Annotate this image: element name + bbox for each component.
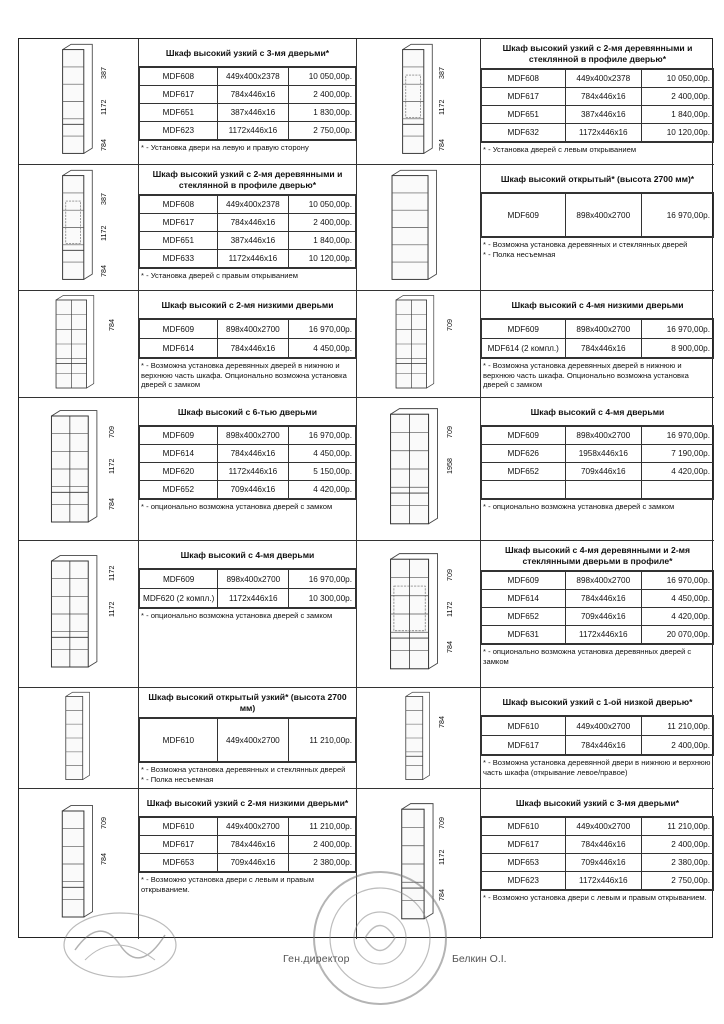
price: 2 400,00р. — [289, 836, 356, 854]
price-table — [481, 69, 714, 142]
price: 2 400,00р. — [642, 88, 714, 106]
dimensions: 709x446x16 — [565, 608, 642, 626]
dimensions: 898x400x2700 — [565, 320, 642, 339]
cabinet-icon — [19, 541, 138, 687]
price-table — [139, 319, 356, 358]
price: 16 970,00р. — [289, 570, 356, 589]
table-row — [482, 445, 714, 463]
price: 1 840,00р. — [289, 232, 356, 250]
spec-block — [139, 541, 357, 688]
table-row — [140, 339, 356, 358]
article-code: MDF651 — [140, 232, 218, 250]
footnote: * - опционально возможна установка дверей с замком — [481, 499, 714, 514]
article-code: MDF652 — [140, 481, 218, 499]
cabinet-drawing — [357, 688, 481, 789]
price-table — [139, 195, 356, 268]
article-code: MDF608 — [482, 70, 566, 88]
cabinet-icon — [357, 688, 480, 788]
table-row — [482, 717, 714, 736]
table-row — [140, 836, 356, 854]
price-table — [481, 716, 714, 755]
table-row — [140, 232, 356, 250]
dimensions: 1172x446x16 — [217, 122, 288, 140]
spec-block — [139, 165, 357, 291]
cabinet-drawing — [19, 39, 139, 165]
spec-block — [139, 39, 357, 165]
price: 10 120,00р. — [289, 250, 356, 268]
cabinet-icon — [357, 39, 480, 164]
dimensions: 449x400x2700 — [565, 818, 642, 836]
dimensions: 709x446x16 — [565, 463, 642, 481]
article-code: MDF617 — [482, 836, 566, 854]
dimensions: 784x446x16 — [217, 86, 288, 104]
dimensions: 784x446x16 — [565, 88, 642, 106]
cabinet-icon — [19, 39, 138, 164]
dimension-label: 709 — [445, 426, 454, 438]
dimension-label: 709 — [437, 817, 446, 829]
price-sheet — [18, 38, 713, 938]
cabinet-title: Шкаф высокий с 6-тью дверьми — [177, 406, 318, 417]
dimension-label: 1172 — [437, 849, 446, 865]
footnote: * - Установка двери на левую и правую сторону — [139, 140, 356, 155]
article-code: MDF610 — [482, 717, 566, 736]
table-row — [140, 214, 356, 232]
dimension-label: 784 — [99, 853, 108, 865]
cabinet-title: Шкаф высокий с 4-мя дверьми — [530, 406, 665, 417]
price-table — [139, 569, 356, 608]
spec-block — [139, 291, 357, 398]
dimensions: 1958x446x16 — [565, 445, 642, 463]
dimension-label: 1172 — [99, 225, 108, 241]
cabinet-title: Шкаф высокий с 4-мя дверьми — [180, 549, 315, 560]
table-row — [482, 736, 714, 755]
dimensions: 1172x446x16 — [565, 872, 642, 890]
article-code: MDF633 — [140, 250, 218, 268]
table-row — [482, 481, 714, 499]
price: 11 210,00р. — [289, 719, 356, 762]
cabinet-drawing — [357, 291, 481, 398]
price: 4 420,00р. — [289, 481, 356, 499]
table-row — [140, 86, 356, 104]
article-code: MDF653 — [140, 854, 218, 872]
article-code: MDF614 — [482, 590, 566, 608]
table-row — [140, 463, 356, 481]
dimensions: 784x446x16 — [217, 836, 288, 854]
cabinet-title: Шкаф высокий с 2-мя низкими дверьми — [161, 299, 334, 310]
article-code: MDF617 — [140, 836, 218, 854]
table-row — [482, 106, 714, 124]
article-code: MDF609 — [482, 572, 566, 590]
dimensions: 449x400x2700 — [565, 717, 642, 736]
dimensions: 898x400x2700 — [565, 572, 642, 590]
cabinet-drawing — [357, 398, 481, 541]
table-row — [482, 194, 714, 237]
table-row — [482, 836, 714, 854]
dimensions: 709x446x16 — [217, 481, 288, 499]
cabinet-icon — [19, 165, 138, 290]
article-code: MDF617 — [140, 86, 218, 104]
dimensions: 449x400x2378 — [565, 70, 642, 88]
footnote: * - Возможна установка деревянной двери в нижнюю и верхнюю часть шкафа (открывание левое/правое) — [481, 755, 714, 779]
spec-block — [139, 688, 357, 789]
dimension-label: 1172 — [107, 458, 116, 474]
price-table — [139, 718, 356, 762]
director-label: Ген.директор — [283, 953, 350, 965]
price: 11 210,00р. — [642, 818, 714, 836]
article-code: MDF623 — [140, 122, 218, 140]
table-row — [140, 818, 356, 836]
dimensions: 449x400x2378 — [217, 68, 288, 86]
price-table — [481, 571, 714, 644]
price: 16 970,00р. — [642, 572, 714, 590]
article-code — [482, 481, 566, 499]
price-table — [481, 426, 714, 499]
dimensions: 898x400x2700 — [565, 427, 642, 445]
price: 20 070,00р. — [642, 626, 714, 644]
cabinet-drawing — [357, 165, 481, 291]
cabinet-icon — [19, 291, 138, 397]
dimension-label: 1172 — [437, 99, 446, 115]
dimension-label: 1172 — [107, 565, 116, 581]
table-row — [482, 818, 714, 836]
price: 7 190,00р. — [642, 445, 714, 463]
table-row — [482, 626, 714, 644]
table-row — [482, 572, 714, 590]
price: 11 210,00р. — [642, 717, 714, 736]
table-row — [140, 481, 356, 499]
table-row — [140, 320, 356, 339]
cabinet-title: Шкаф высокий узкий с 2-мя деревянными и стеклянной в профиле дверью* — [502, 43, 693, 64]
cabinet-title: Шкаф высокий узкий с 1-ой низкой дверью* — [502, 696, 693, 707]
dimension-label: 1172 — [107, 601, 116, 617]
table-row — [482, 70, 714, 88]
cabinet-icon — [357, 398, 480, 540]
article-code: MDF617 — [482, 736, 566, 755]
company-seal — [310, 868, 450, 1008]
article-code: MDF608 — [140, 68, 218, 86]
cabinet-title: Шкаф высокий узкий с 3-мя дверьми* — [515, 797, 680, 808]
price: 2 750,00р. — [642, 872, 714, 890]
table-row — [140, 719, 356, 762]
price: 2 400,00р. — [289, 214, 356, 232]
table-row — [140, 589, 356, 608]
price: 16 970,00р. — [642, 427, 714, 445]
dimension-label: 784 — [107, 498, 116, 510]
spec-block — [481, 39, 714, 165]
article-code: MDF609 — [140, 570, 218, 589]
table-row — [482, 590, 714, 608]
dimension-label: 784 — [99, 265, 108, 277]
dimensions: 1172x446x16 — [565, 626, 642, 644]
article-code: MDF651 — [140, 104, 218, 122]
dimensions: 898x400x2700 — [217, 320, 288, 339]
dimensions: 898x400x2700 — [217, 427, 288, 445]
spec-block — [481, 789, 714, 939]
cabinet-icon — [357, 541, 480, 687]
dimensions: 449x400x2700 — [217, 818, 288, 836]
table-row — [140, 196, 356, 214]
dimension-label: 784 — [437, 139, 446, 151]
price: 4 450,00р. — [289, 339, 356, 358]
table-row — [140, 570, 356, 589]
article-code: MDF614 (2 компл.) — [482, 339, 566, 358]
footnote: * - Установка дверей с правым открыванием — [139, 268, 356, 283]
dimensions: 784x446x16 — [565, 590, 642, 608]
article-code: MDF617 — [140, 214, 218, 232]
dimensions: 387x446x16 — [565, 106, 642, 124]
article-code: MDF610 — [140, 719, 218, 762]
dimensions: 449x400x2378 — [217, 196, 288, 214]
table-row — [482, 320, 714, 339]
dimensions: 709x446x16 — [565, 854, 642, 872]
footnote: * - Возможна установка деревянных дверей в нижнюю и верхнюю часть шкафа. Опционально возможна установка дверей с замком — [481, 358, 714, 392]
article-code: MDF609 — [140, 320, 218, 339]
cabinet-title: Шкаф высокий с 4-мя низкими дверьми — [511, 299, 684, 310]
article-code: MDF653 — [482, 854, 566, 872]
price: 2 750,00р. — [289, 122, 356, 140]
price: 16 970,00р. — [642, 320, 714, 339]
price: 16 970,00р. — [289, 320, 356, 339]
spec-block — [481, 398, 714, 541]
price-table — [139, 817, 356, 872]
article-code: MDF608 — [140, 196, 218, 214]
cabinet-title: Шкаф высокий открытый* (высота 2700 мм)* — [500, 173, 695, 184]
price: 10 120,00р. — [642, 124, 714, 142]
article-code: MDF651 — [482, 106, 566, 124]
dimensions: 1172x446x16 — [217, 250, 288, 268]
footnote: * - Возможно установка двери с левым и правым открыванием. — [139, 872, 356, 896]
price: 2 380,00р. — [642, 854, 714, 872]
dimensions: 784x446x16 — [565, 736, 642, 755]
table-row — [482, 427, 714, 445]
price: 2 400,00р. — [642, 736, 714, 755]
price: 11 210,00р. — [289, 818, 356, 836]
cabinet-icon — [19, 398, 138, 540]
price: 8 900,00р. — [642, 339, 714, 358]
article-code: MDF620 — [140, 463, 218, 481]
article-code: MDF620 (2 компл.) — [140, 589, 218, 608]
dimensions: 1172x446x16 — [217, 463, 288, 481]
footnote: * - Возможна установка деревянных и стеклянных дверей * - Полка несъемная — [139, 762, 356, 786]
dimensions: 898x400x2700 — [218, 570, 289, 589]
table-row — [482, 854, 714, 872]
article-code: MDF609 — [482, 427, 566, 445]
article-code: MDF623 — [482, 872, 566, 890]
cabinet-icon — [19, 688, 138, 788]
dimensions: 784x446x16 — [217, 445, 288, 463]
dimensions: 784x446x16 — [217, 214, 288, 232]
table-row — [140, 427, 356, 445]
dimensions: 1172x446x16 — [218, 589, 289, 608]
article-code: MDF610 — [140, 818, 218, 836]
price-table — [139, 67, 356, 140]
article-code: MDF614 — [140, 445, 218, 463]
director-name: Белкин О.І. — [452, 953, 507, 965]
table-row — [482, 124, 714, 142]
article-code: MDF632 — [482, 124, 566, 142]
article-code: MDF617 — [482, 88, 566, 106]
dimension-label: 709 — [445, 569, 454, 581]
spec-block — [481, 688, 714, 789]
cabinet-drawing — [19, 291, 139, 398]
price: 5 150,00р. — [289, 463, 356, 481]
article-code: MDF626 — [482, 445, 566, 463]
price: 10 300,00р. — [289, 589, 356, 608]
cabinet-drawing — [19, 398, 139, 541]
article-code: MDF610 — [482, 818, 566, 836]
spec-block — [139, 398, 357, 541]
dimensions: 784x446x16 — [565, 339, 642, 358]
table-row — [482, 872, 714, 890]
dimension-label: 784 — [107, 319, 116, 331]
cabinet-title: Шкаф высокий узкий с 2-мя низкими дверьми* — [146, 797, 349, 808]
footnote: * - опционально возможна установка деревянных дверей с замком — [481, 644, 714, 668]
dimensions: 784x446x16 — [217, 339, 288, 358]
price-table — [139, 426, 356, 499]
spec-block — [481, 165, 714, 291]
article-code: MDF652 — [482, 463, 566, 481]
spec-block — [481, 541, 714, 688]
cabinet-drawing — [357, 541, 481, 688]
table-row — [482, 88, 714, 106]
price: 10 050,00р. — [289, 196, 356, 214]
footnote: * - Возможно установка двери с левым и правым открыванием. — [481, 890, 714, 905]
dimensions: 449x400x2700 — [217, 719, 288, 762]
price: 2 400,00р. — [642, 836, 714, 854]
price: 4 450,00р. — [289, 445, 356, 463]
dimension-label: 1172 — [99, 99, 108, 115]
article-code: MDF631 — [482, 626, 566, 644]
price: 1 840,00р. — [642, 106, 714, 124]
price-table — [481, 817, 714, 890]
dimensions: 784x446x16 — [565, 836, 642, 854]
table-row — [482, 339, 714, 358]
price — [642, 481, 714, 499]
article-code: MDF609 — [140, 427, 218, 445]
dimension-label: 387 — [99, 193, 108, 205]
cabinet-drawing — [357, 39, 481, 165]
table-row — [140, 104, 356, 122]
price: 2 400,00р. — [289, 86, 356, 104]
article-code: MDF652 — [482, 608, 566, 626]
dimension-label: 784 — [437, 889, 446, 901]
price: 16 970,00р. — [289, 427, 356, 445]
table-row — [482, 608, 714, 626]
spec-block — [481, 291, 714, 398]
cabinet-title: Шкаф высокий с 4-мя деревянными и 2-мя стеклянными дверьми в профиле* — [505, 545, 690, 566]
price-table — [481, 193, 714, 237]
price: 1 830,00р. — [289, 104, 356, 122]
dimensions: 1172x446x16 — [565, 124, 642, 142]
dimension-label: 387 — [99, 67, 108, 79]
dimension-label: 709 — [107, 426, 116, 438]
dimensions: 709x446x16 — [217, 854, 288, 872]
footnote: * - опционально возможна установка дверей с замком — [139, 499, 356, 514]
dimension-label: 709 — [99, 817, 108, 829]
price: 4 420,00р. — [642, 608, 714, 626]
cabinet-title: Шкаф высокий узкий с 3-мя дверьми* — [165, 47, 330, 58]
footnote: * - опционально возможна установка дверей с замком — [139, 608, 356, 623]
price-table — [481, 319, 714, 358]
footnote: * - Установка дверей с левым открыванием — [481, 142, 714, 157]
price: 10 050,00р. — [642, 70, 714, 88]
cabinet-title: Шкаф высокий узкий с 2-мя деревянными и стеклянной в профиле дверью* — [152, 169, 343, 190]
cabinet-icon — [357, 165, 480, 290]
dimensions — [565, 481, 642, 499]
footnote: * - Возможна установка деревянных дверей в нижнюю и верхнюю часть шкафа. Опционально возможна установка дверей с замком — [139, 358, 356, 392]
price: 2 380,00р. — [289, 854, 356, 872]
signature-mark — [60, 905, 180, 980]
article-code: MDF609 — [482, 320, 566, 339]
dimension-label: 784 — [437, 716, 446, 728]
dimension-label: 1958 — [445, 458, 454, 474]
dimensions: 898x400x2700 — [565, 194, 642, 237]
article-code: MDF609 — [482, 194, 566, 237]
dimension-label: 709 — [445, 319, 454, 331]
table-row — [482, 463, 714, 481]
table-row — [140, 445, 356, 463]
dimensions: 387x446x16 — [217, 232, 288, 250]
cabinet-drawing — [19, 688, 139, 789]
price: 16 970,00р. — [642, 194, 714, 237]
price: 10 050,00р. — [289, 68, 356, 86]
dimension-label: 784 — [99, 139, 108, 151]
cabinet-drawing — [19, 165, 139, 291]
dimension-label: 387 — [437, 67, 446, 79]
dimension-label: 1172 — [445, 601, 454, 617]
price: 4 420,00р. — [642, 463, 714, 481]
article-code: MDF614 — [140, 339, 218, 358]
dimension-label: 784 — [445, 641, 454, 653]
cabinet-icon — [357, 291, 480, 397]
table-row — [140, 68, 356, 86]
table-row — [140, 122, 356, 140]
price: 4 450,00р. — [642, 590, 714, 608]
cabinet-title: Шкаф высокий открытый узкий* (высота 2700 мм) — [148, 692, 347, 713]
footnote: * - Возможна установка деревянных и стеклянных дверей * - Полка несъемная — [481, 237, 714, 261]
cabinet-drawing — [19, 541, 139, 688]
dimensions: 387x446x16 — [217, 104, 288, 122]
table-row — [140, 250, 356, 268]
